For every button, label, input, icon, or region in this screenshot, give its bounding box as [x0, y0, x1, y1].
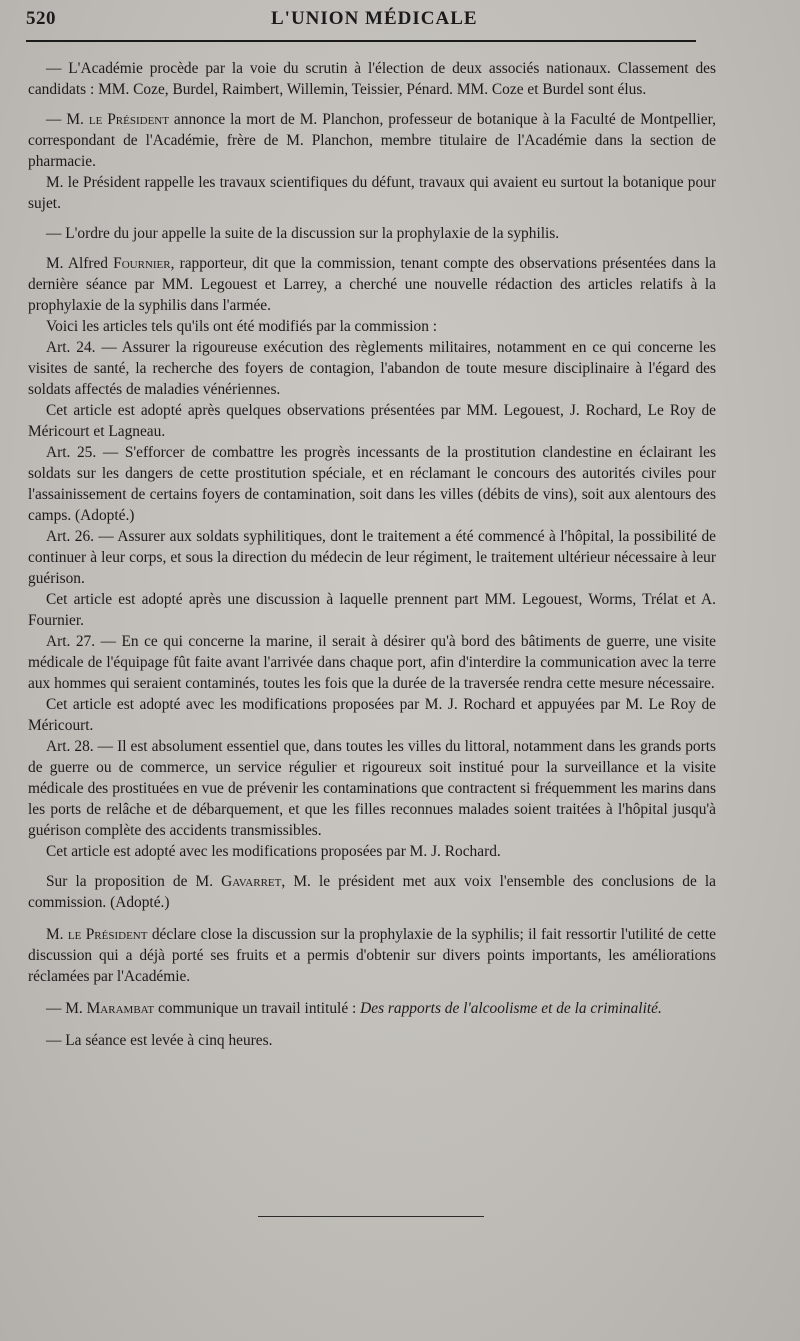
text-run: — M. [46, 111, 89, 128]
paragraph-election: — L'Académie procède par la voie du scrutin à l'élection de deux associés nationaux. Classement des candidats : MM. Coze, Burdel, Raimbert, Willemin, Teissier, Pénard. MM. Coze et Burdel sont élus. [28, 60, 716, 98]
page-header [26, 8, 706, 38]
paragraph-adoption-24: Cet article est adopté après quelques observations présentées par MM. Legouest, J. Rochard, Le Roy de Méricourt et Lagneau. [28, 402, 716, 440]
text-run: annonce la mort de M. Planchon, professeur de botanique à la Faculté de Montpellier, correspondant de l'Académie, frère de M. Planchon, membre titulaire de l'Académie dans la section de pharmacie. [28, 111, 716, 170]
speaker-name: le Président [88, 111, 169, 128]
paragraph-order-of-day: — L'ordre du jour appelle la suite de la discussion sur la prophylaxie de la syphilis. [46, 225, 560, 242]
paragraph-intro-articles: Voici les articles tels qu'ils ont été modifiés par la commission : [46, 318, 438, 335]
paragraph-article-25: Art. 25. — S'efforcer de combattre les progrès incessants de la prostitution clandestine en éclairant les soldats sur les dangers de cette prostitution spéciale, et en réclamant le concours des autorités civiles pour l'assainissement de certains foyers de contamination, soit dans les villes (débits de vins), soit aux alentours des camps. (Adopté.) [28, 444, 716, 524]
speaker-name: Fournier [113, 255, 171, 272]
speaker-name: le Président [67, 926, 148, 943]
text-run: déclare close la discussion sur la prophylaxie de la syphilis; il fait ressortir l'utilité de cette discussion qui a déjà porté ses fruits et a permis d'obtenir sur divers points importants, les améliorations réclamées par l'Académie. [28, 926, 716, 985]
text-run: communique un travail intitulé : [154, 1000, 361, 1017]
closing-rule [258, 1216, 484, 1217]
text-run: Sur la proposition de M. [46, 873, 222, 890]
text-run: M. [46, 926, 68, 943]
paragraph-marambat [28, 998, 716, 1019]
header-rule [26, 40, 696, 42]
text-run: , rapporteur, dit que la commission, tenant compte des observations présentées dans la dernière séance par MM. Legouest et Larrey, a cherché une nouvelle rédaction des articles relatifs à la prophylaxie de la syphilis dans l'armée. [28, 255, 717, 314]
paragraph-adoption-26: Cet article est adopté après une discussion à laquelle prennent part MM. Legouest, Worms, Trélat et A. Fournier. [28, 591, 716, 629]
page-number: 520 [26, 8, 56, 29]
paragraph-death-notice [28, 109, 716, 172]
work-title: Des rapports de l'alcoolisme et de la criminalité. [360, 1000, 662, 1017]
running-title: L'UNION MÉDICALE [271, 8, 478, 29]
paragraph-article-24: Art. 24. — Assurer la rigoureuse exécution des règlements militaires, notamment en ce qui concerne les visites de santé, la recherche des foyers de contagion, l'abandon de toute mesure disciplinaire à l'égard des soldats affectés de maladies vénériennes. [28, 339, 716, 398]
text-run: , M. le président met aux voix l'ensemble des conclusions de la commission. (Adopté.) [28, 873, 716, 911]
paragraph-adoption-27: Cet article est adopté avec les modifications proposées par M. J. Rochard et appuyées par M. Le Roy de Méricourt. [28, 696, 716, 734]
speaker-name: Marambat [86, 1000, 155, 1017]
paragraph-adjournment: — La séance est levée à cinq heures. [46, 1032, 273, 1049]
speaker-name: Gavarret [221, 873, 282, 890]
paragraph-article-27: Art. 27. — En ce qui concerne la marine, il serait à désirer qu'à bord des bâtiments de guerre, une visite médicale de l'équipage fût faite avant l'arrivée dans chaque port, afin d'interdire la communication avec la terre aux hommes qui seraient contaminés, toutes les fois que la durée de la traversée rendra cette mesure nécessaire. [28, 633, 716, 692]
paragraph-rapporteur [28, 253, 716, 316]
paragraph-gavarret-vote [28, 871, 716, 913]
paragraph-article-28: Art. 28. — Il est absolument essentiel que, dans toutes les villes du littoral, notamment dans les grands ports de guerre ou de commerce, un service régulier et rigoureux soit institué pour la surveillance et la visite médicale des prostituées en vue de prévenir les contaminations que contractent si fréquemment les marins dans les ports de relâche et de débarquement, et que les filles reconnues malades soient traitées à l'hôpital jusqu'à guérison complète des accidents transmissibles. [28, 738, 716, 839]
text-run: — M. [46, 1000, 87, 1017]
text-run: M. Alfred [46, 255, 114, 272]
paragraph-adoption-28: Cet article est adopté avec les modifications proposées par M. J. Rochard. [46, 843, 501, 860]
article-body [28, 58, 716, 1051]
paragraph-article-26: Art. 26. — Assurer aux soldats syphilitiques, dont le traitement a été commencé à l'hôpital, la possibilité de continuer à leur corps, et sous la direction du médecin de leur régiment, le traitement ultérieur nécessaire à leur guérison. [28, 528, 716, 587]
paragraph-discussion-closed [28, 924, 716, 987]
paragraph-president-tribute: M. le Président rappelle les travaux scientifiques du défunt, travaux qui avaient eu surtout la botanique pour sujet. [28, 174, 716, 212]
